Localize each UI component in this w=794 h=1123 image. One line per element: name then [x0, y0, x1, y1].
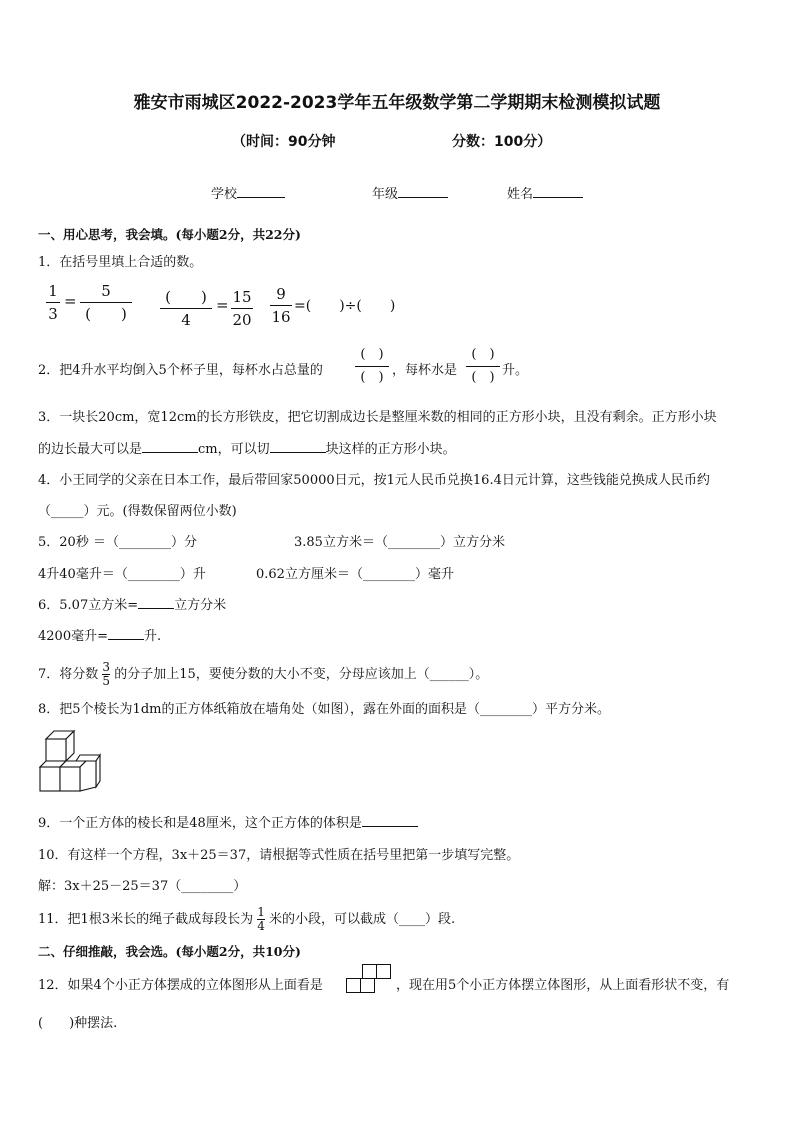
fraction-numerator: 1 [48, 282, 58, 300]
section-2-heading: 二、仔细推敲，我会选。(每小题2分，共10分) [38, 944, 301, 959]
fraction-bar [355, 366, 389, 367]
q3-text-a: 的边长最大可以是 [38, 442, 143, 457]
question-5c[interactable]: 4升40毫升＝（________）升 [38, 567, 206, 582]
q9-text: 9．一个正方体的棱长和是48厘米，这个正方体的体积是 [38, 816, 362, 831]
grade-field [372, 183, 448, 202]
q1-fraction-9-16 [270, 285, 292, 326]
equals-sign: = [64, 292, 77, 310]
grid-cell [362, 964, 377, 979]
q7-text-start: 7．将分数 [38, 667, 99, 682]
question-3-line-1: 3．一块长20cm，宽12cm的长方形铁皮，把它切割成边长是整厘米数的相同的正方形小块，且没有剩余。正方形小块 [38, 410, 717, 425]
exam-time: （时间：90分钟 [232, 134, 336, 150]
q11-text-end[interactable]: 米的小段，可以截成（____）段. [269, 912, 456, 927]
question-3-line-2 [38, 438, 456, 457]
question-1-text: 1．在括号里填上合适的数。 [38, 255, 203, 270]
question-5b[interactable]: 3.85立方米＝（________）立方分米 [294, 535, 505, 550]
fraction-numerator: 3 [102, 660, 111, 674]
question-11 [38, 906, 455, 933]
fraction-bar [231, 308, 253, 309]
question-2-text-mid: ，每杯水是 [392, 363, 458, 378]
q6b-blank[interactable] [108, 627, 144, 640]
q6a-unit: 立方分米 [174, 598, 227, 613]
q7-text-end[interactable]: 的分子加上15，要使分数的大小不变，分母应该加上（______）。 [114, 667, 489, 682]
fraction-bar [46, 302, 60, 303]
fraction-denominator-blank[interactable]: ( ) [471, 370, 495, 385]
name-field [507, 183, 583, 202]
q1-division-blanks[interactable]: =( )÷( ) [294, 298, 396, 314]
section-1-heading: 一、用心思考，我会填。(每小题2分，共22分) [38, 227, 301, 242]
question-2-text-start: 2．把4升水平均倒入5个杯子里，每杯水占总量的 [38, 363, 323, 378]
fraction-denominator: 3 [48, 305, 58, 323]
page-title: 雅安市雨城区2022-2023学年五年级数学第二学期期末检测模拟试题 [133, 93, 661, 113]
q3-text-b: cm，可以切 [198, 442, 270, 457]
stacked-cubes-figure [36, 729, 102, 793]
q7-fraction-3-5 [102, 661, 110, 688]
q6b-text: 4200毫升= [38, 629, 108, 644]
q2-fraction-blank-2[interactable] [466, 346, 500, 387]
grid-cell [376, 964, 391, 979]
fraction-denominator: 20 [232, 311, 252, 329]
question-7 [38, 661, 488, 688]
q1-fraction-15-20 [231, 288, 253, 329]
q1-fraction-blank-4 [160, 288, 212, 329]
fraction-numerator: 9 [276, 285, 286, 303]
exam-score: 分数：100分） [452, 134, 552, 150]
fraction-bar [80, 302, 132, 303]
question-6a [38, 594, 226, 613]
question-12-text-end: ，现在用5个小正方体摆立体图形，从上面看形状不变，有 [396, 978, 730, 993]
fraction-numerator-blank[interactable]: ( ) [360, 347, 384, 362]
fraction-bar [160, 308, 212, 309]
question-8-text[interactable]: 8．把5个棱长为1dm的正方体纸箱放在墙角处（如图），露在外面的面积是（________）平方分米。 [38, 702, 610, 717]
q1-fraction-5-blank [80, 282, 132, 323]
q9-blank[interactable] [362, 814, 418, 827]
fraction-denominator: 16 [271, 308, 291, 326]
question-4-line-1: 4．小王同学的父亲在日本工作，最后带回家50000日元，按1元人民币兑换16.4日元计算，这些钱能兑换成人民币约 [38, 473, 710, 488]
school-label: 学校 [211, 187, 238, 202]
q3-blank-count[interactable] [270, 440, 326, 453]
q6b-unit: 升. [143, 629, 162, 644]
fraction-denominator: 5 [102, 674, 111, 688]
question-4-line-2[interactable]: （_____）元。(得数保留两位小数) [38, 504, 237, 519]
q6a-blank[interactable] [138, 596, 174, 609]
school-field [211, 183, 285, 202]
fraction-numerator: 5 [101, 282, 111, 300]
name-label: 姓名 [507, 187, 534, 202]
question-2-text-end: 升。 [502, 363, 529, 378]
fraction-bar [466, 366, 500, 367]
question-10-solve[interactable]: 解：3x＋25－25＝37（________） [38, 879, 247, 894]
question-10-text: 10．有这样一个方程，3x＋25＝37，请根据等式性质在括号里把第一步填写完整。 [38, 848, 520, 863]
grid-cell [360, 978, 375, 993]
grade-label: 年级 [372, 187, 399, 202]
grade-blank[interactable] [398, 185, 448, 198]
q11-text-start: 11．把1根3米长的绳子截成每段长为 [38, 912, 254, 927]
school-blank[interactable] [237, 185, 285, 198]
fraction-bar [270, 305, 292, 306]
question-9 [38, 812, 418, 831]
fraction-numerator-blank[interactable]: ( ) [471, 347, 495, 362]
fraction-denominator: 4 [181, 311, 191, 329]
equals-sign: = [216, 296, 229, 314]
fraction-numerator: 1 [257, 905, 265, 919]
q6a-text: 6．5.07立方米= [38, 598, 139, 613]
q11-fraction-1-4 [257, 906, 265, 933]
fraction-denominator-blank[interactable]: ( ) [85, 305, 127, 323]
question-5a[interactable]: 5．20秒 ＝（________）分 [38, 535, 197, 550]
fraction-denominator: 4 [257, 919, 265, 933]
question-6b [38, 625, 161, 644]
name-blank[interactable] [533, 185, 583, 198]
q2-fraction-blank-1[interactable] [355, 346, 389, 387]
grid-cell [346, 978, 361, 993]
fraction-numerator: 15 [232, 288, 252, 306]
fraction-numerator-blank[interactable]: ( ) [165, 288, 207, 306]
fraction-denominator-blank[interactable]: ( ) [360, 370, 384, 385]
q1-fraction-1-3 [46, 282, 60, 323]
q3-blank-side[interactable] [142, 440, 198, 453]
question-12-line-2[interactable]: ( )种摆法. [38, 1016, 118, 1031]
top-view-grid-figure [346, 964, 394, 996]
question-5d[interactable]: 0.62立方厘米＝（________）毫升 [256, 567, 454, 582]
question-12-text-start: 12．如果4个小正方体摆成的立体图形从上面看是 [38, 978, 323, 993]
q3-text-c: 块这样的正方形小块。 [325, 442, 456, 457]
